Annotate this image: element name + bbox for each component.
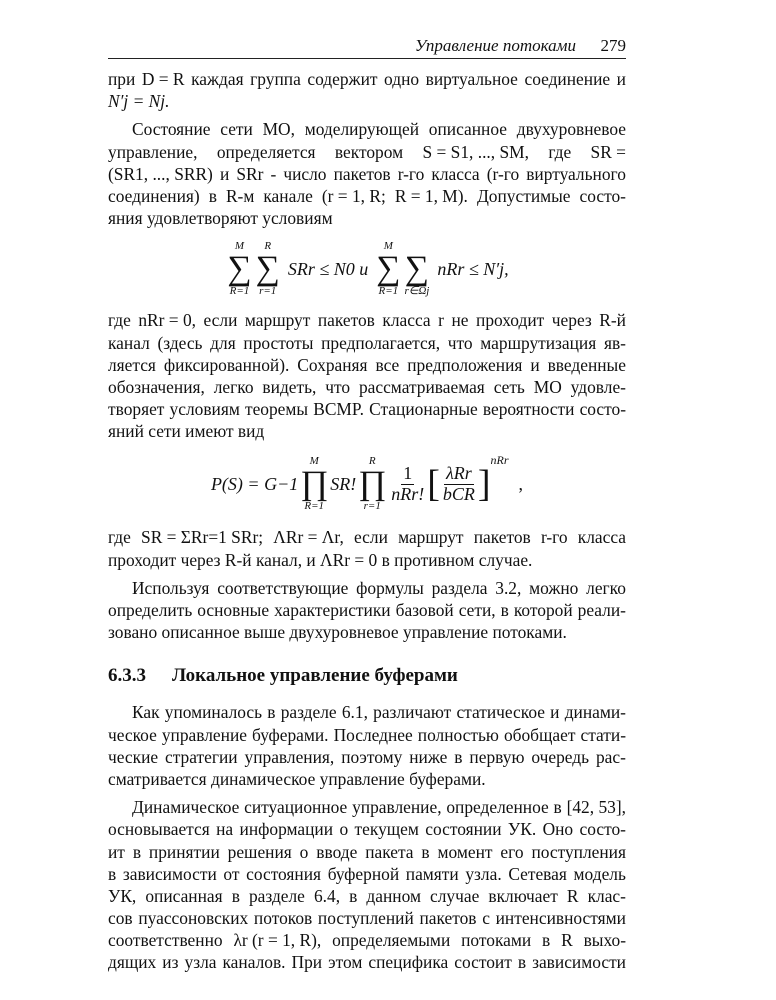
word: полностью: [417, 724, 499, 745]
left-bracket: [: [427, 463, 440, 506]
word: базовой: [395, 600, 454, 620]
text-line: [108, 863, 626, 885]
word: маршрут: [398, 527, 464, 548]
word: 3.2,: [495, 577, 522, 598]
product-operator: R ∏ r=1: [358, 455, 387, 513]
word: в: [542, 930, 551, 951]
text-line: [108, 841, 626, 863]
fraction: $\frac{\text{λRr}}{\text{bCR}}$: [442, 463, 475, 504]
word: D = R: [141, 69, 185, 89]
word: яв-: [603, 332, 626, 353]
word: и: [219, 163, 230, 184]
word: моделирующей: [304, 119, 420, 140]
word: простоты: [243, 332, 314, 353]
word: потоков: [253, 908, 313, 929]
paragraph-5: [108, 577, 626, 644]
word: соответствующие: [217, 577, 349, 598]
word: соединения): [108, 185, 200, 206]
word: рас-: [595, 746, 626, 767]
word: если: [354, 527, 388, 548]
page-number: 279: [600, 36, 626, 55]
paragraph-2: [108, 118, 626, 229]
word: различают: [373, 702, 452, 723]
word: буферной: [327, 863, 400, 884]
word: и: [550, 702, 560, 723]
line-text: яний сети имеют вид: [108, 421, 265, 442]
word: сов: [108, 908, 133, 929]
word: модель: [573, 863, 626, 884]
text-line: [108, 599, 626, 621]
word: (SR1, ..., SRR): [108, 163, 213, 184]
word: при: [108, 69, 136, 89]
text-line: [108, 526, 626, 548]
word: Сетевая: [508, 863, 567, 884]
word: пуассоновских: [138, 908, 249, 929]
word: условиям: [169, 399, 240, 420]
word: класса: [577, 527, 626, 548]
word: каждая: [191, 69, 244, 89]
word: соединение: [524, 69, 611, 89]
text-line: [108, 163, 626, 185]
paragraph-3: [108, 309, 626, 442]
word: ниже: [409, 746, 448, 767]
text-line: [108, 885, 626, 907]
word: в: [208, 185, 217, 206]
word: данном: [366, 885, 421, 906]
word: канал: [108, 332, 150, 353]
word: и: [616, 69, 626, 89]
text-line: [108, 621, 626, 643]
word: в: [231, 885, 240, 906]
word: BCMP.: [313, 399, 364, 420]
word: состоянии: [425, 819, 502, 840]
word: где: [108, 527, 131, 548]
word: (здесь: [157, 332, 203, 353]
word: [42, 53],: [566, 797, 626, 818]
word: содержит: [307, 69, 378, 89]
word: R-м: [225, 185, 255, 206]
word: Состояние: [132, 119, 211, 140]
section-title: Локальное управление буферами: [172, 665, 458, 687]
word: разделе: [280, 702, 337, 723]
word: выхо-: [583, 930, 626, 951]
word: 6.4,: [313, 885, 341, 906]
word: Динамическое: [132, 797, 240, 818]
word: для: [210, 332, 236, 353]
word: вероятности: [482, 399, 575, 420]
text-line: [108, 818, 626, 840]
section-heading: [108, 661, 626, 691]
paragraph-4: [108, 526, 626, 570]
word: с: [482, 908, 490, 929]
sum-operator: M ∑ R=1: [376, 240, 401, 298]
word: управление,: [352, 797, 442, 818]
word: обозначения,: [108, 376, 205, 397]
word: динами-: [564, 702, 626, 723]
word: пакетов: [317, 310, 375, 331]
text-line: [108, 90, 626, 112]
word: канале: [263, 185, 313, 206]
text-line: [108, 907, 626, 929]
text-line: [108, 951, 626, 973]
text-line: [108, 929, 626, 951]
word: зависимости: [122, 863, 217, 884]
word: легко: [213, 376, 254, 397]
formula-tail: nRr ≤ N′j,: [437, 259, 509, 280]
word: определяется: [216, 141, 316, 162]
word: каналов.: [222, 952, 286, 973]
fraction: $\frac{1}{\text{nRr!}}$: [391, 463, 425, 504]
word: λr (r = 1, R),: [233, 930, 322, 951]
word: пакетов: [473, 527, 531, 548]
line-text: зовано описанное выше двухуровневое управление потоками.: [108, 622, 567, 643]
text-line: [108, 398, 626, 420]
word: фиксированной).: [163, 354, 290, 375]
word: маршрутизация: [480, 332, 597, 353]
word: его: [500, 841, 524, 862]
word: управление,: [108, 141, 198, 162]
word: управления,: [244, 746, 335, 767]
word: в: [517, 952, 527, 973]
word: в: [421, 841, 430, 862]
word: о: [299, 841, 309, 862]
text-line: [108, 68, 626, 90]
word: можно: [529, 577, 579, 598]
formula-constraints: [108, 233, 626, 305]
word: узла.: [465, 863, 502, 884]
word: МО,: [262, 119, 295, 140]
word: поступлений: [317, 908, 414, 929]
word: поэтому: [341, 746, 403, 767]
word: узла: [184, 952, 217, 973]
word: (r-го: [486, 163, 520, 184]
formula-probability: P(S) = G−1 M ∏ R=1 SR! R ∏ r=1 $\frac{1}{\text{nRr!}}$ [ $\frac{\text{λRr}}{\text{bCR}}$ ] nRr ,: [210, 453, 524, 513]
line-text: проходит через R-й канал, и ΛRr = 0 в противном случае.: [108, 549, 533, 570]
word: момент: [437, 841, 493, 862]
word: от: [223, 863, 240, 884]
word: видеть,: [262, 376, 317, 397]
word: Сохраняя: [297, 354, 368, 375]
paragraph-6: [108, 701, 626, 790]
word: Оно: [542, 819, 574, 840]
right-bracket: ]: [477, 463, 491, 506]
word: статическое: [456, 702, 545, 723]
word: SR = ΣRr=1 SRr;: [141, 527, 264, 548]
formula-end: ,: [518, 474, 524, 495]
word: описанная: [145, 885, 223, 906]
word: число: [283, 163, 327, 184]
word: S = S1, ..., SM,: [422, 141, 529, 162]
word: виртуальное: [425, 69, 518, 89]
word: ческое: [108, 724, 157, 745]
text-line: [108, 420, 626, 442]
text-line: [108, 724, 626, 746]
word: одно: [384, 69, 420, 89]
word: состо-: [579, 819, 626, 840]
word: R: [561, 930, 573, 951]
text-line: [108, 768, 626, 790]
word: текущем: [354, 819, 419, 840]
word: соответственно: [108, 930, 223, 951]
word: Как: [132, 702, 160, 723]
word: двухуровневое: [516, 119, 626, 140]
text-line: [108, 577, 626, 599]
text-line: [108, 332, 626, 354]
word: вектором: [334, 141, 404, 162]
text-line: [108, 185, 626, 207]
text-line: [108, 309, 626, 331]
word: включает: [488, 885, 558, 906]
section-number: 6.3.3: [108, 665, 146, 687]
formula-middle: SRr ≤ N0 и: [287, 259, 369, 280]
word: что: [447, 332, 473, 353]
word: не: [451, 310, 469, 331]
equation-inline: N′j = Nj.: [108, 91, 170, 112]
word: класса: [382, 310, 431, 331]
word: описанное: [428, 119, 507, 140]
word: класса: [431, 163, 480, 184]
word: основывается: [108, 819, 210, 840]
word: в: [349, 885, 358, 906]
word: УК,: [108, 885, 137, 906]
word: определенное: [446, 797, 549, 818]
word: в: [454, 746, 463, 767]
sum-operator: M ∑ R=1: [227, 240, 252, 298]
word: r-го: [540, 527, 568, 548]
word: стратегии: [165, 746, 238, 767]
word: интенсивностями: [495, 908, 626, 929]
word: принятии: [148, 841, 220, 862]
word: первую: [469, 746, 525, 767]
word: формулы: [356, 577, 424, 598]
formula-mid: SR!: [330, 474, 357, 495]
paragraph-1: [108, 68, 626, 112]
text-line: [108, 141, 626, 163]
word: состо-: [579, 185, 626, 206]
word: теоремы: [244, 399, 309, 420]
paragraph-7: [108, 796, 626, 974]
word: ляется: [108, 354, 156, 375]
word: все: [375, 354, 400, 375]
word: дящих: [108, 952, 157, 973]
word: этом: [328, 952, 363, 973]
word: потоками: [461, 930, 532, 951]
word: Последнее: [333, 724, 413, 745]
word: о: [339, 819, 349, 840]
sum-operator: ∑ r∈Ωj: [404, 250, 430, 298]
word: ситуационное: [244, 797, 348, 818]
word: пакетов: [419, 908, 477, 929]
word: обобщает: [503, 724, 576, 745]
text-line: [108, 796, 626, 818]
word: 6.1,: [341, 702, 368, 723]
word: состоит: [454, 952, 512, 973]
word: R: [566, 885, 579, 906]
word: через: [551, 310, 592, 331]
word: группа: [250, 69, 301, 89]
word: где: [108, 310, 131, 331]
word: R-й: [599, 310, 626, 331]
word: R = 1, M).: [394, 185, 468, 206]
word: зависимости: [532, 952, 626, 973]
word: в: [267, 702, 276, 723]
word: SR =: [590, 141, 626, 162]
word: сети,: [458, 600, 496, 620]
word: МО: [533, 376, 562, 397]
word: виртуального: [526, 163, 626, 184]
word: предполагается,: [321, 332, 441, 353]
text-line: [108, 354, 626, 376]
line-text: яния удовлетворяют условиям: [108, 208, 333, 229]
word: определяемыми: [332, 930, 451, 951]
word: памяти: [405, 863, 459, 884]
word: nRr = 0,: [138, 310, 196, 331]
word: определить: [108, 600, 193, 620]
product-operator: M ∏ R=1: [300, 455, 329, 513]
word: рассматриваемая: [358, 376, 485, 397]
word: поступления: [531, 841, 626, 862]
running-header: [108, 34, 626, 59]
word: -: [270, 163, 277, 184]
word: Допустимые: [476, 185, 571, 206]
word: из: [162, 952, 179, 973]
word: состояния: [246, 863, 322, 884]
word: разделе: [248, 885, 305, 906]
word: основные: [197, 600, 270, 620]
word: УК.: [507, 819, 537, 840]
word: SRr: [236, 163, 264, 184]
word: проходит: [476, 310, 545, 331]
word: маршрут: [244, 310, 311, 331]
text-line: [108, 118, 626, 140]
word: клас-: [587, 885, 626, 906]
word: характеристики: [274, 600, 391, 620]
word: где: [548, 141, 572, 162]
header-title: Управление потоками: [414, 36, 576, 55]
word: предположения: [407, 354, 523, 375]
line-text: сматривается динамическое управление буферами.: [108, 768, 486, 789]
word: в: [500, 600, 509, 620]
text-line: [108, 549, 626, 571]
word: введенные: [547, 354, 626, 375]
word: решения: [227, 841, 292, 862]
text-line: [108, 701, 626, 723]
word: и: [530, 354, 540, 375]
word: которой: [513, 600, 573, 620]
word: r: [438, 310, 444, 331]
sum-operator: R ∑ r=1: [255, 240, 280, 298]
word: информации: [239, 819, 334, 840]
page-body: [108, 68, 626, 974]
word: При: [291, 952, 323, 973]
word: если: [203, 310, 238, 331]
word: буферами.: [252, 724, 329, 745]
word: управление: [161, 724, 247, 745]
word: ΛRr = Λr,: [273, 527, 344, 548]
word: вводе: [316, 841, 358, 862]
word: сеть: [493, 376, 525, 397]
word: удовле-: [570, 376, 626, 397]
word: Используя: [132, 577, 210, 598]
word: раздела: [431, 577, 488, 598]
word: стати-: [580, 724, 626, 745]
word: пакета: [365, 841, 414, 862]
word: в: [553, 797, 562, 818]
word: упоминалось: [164, 702, 263, 723]
word: на: [216, 819, 234, 840]
word: состо-: [579, 399, 626, 420]
word: ит: [108, 841, 125, 862]
word: (r = 1, R;: [321, 185, 386, 206]
text-line: [108, 746, 626, 768]
word: специфика: [368, 952, 449, 973]
word: Стационарные: [369, 399, 478, 420]
word: что: [325, 376, 351, 397]
word: реали-: [577, 600, 626, 620]
text-line: [108, 376, 626, 398]
text-line: [108, 207, 626, 229]
formula-lhs: P(S) = G−1: [210, 474, 299, 495]
word: сети: [220, 119, 253, 140]
word: в: [108, 863, 117, 884]
word: пакетов: [333, 163, 391, 184]
word: случае: [430, 885, 480, 906]
word: ческие: [108, 746, 159, 767]
word: творяет: [108, 399, 165, 420]
word: r-го: [397, 163, 425, 184]
word: очередь: [531, 746, 590, 767]
word: в: [132, 841, 142, 862]
word: легко: [586, 577, 626, 598]
